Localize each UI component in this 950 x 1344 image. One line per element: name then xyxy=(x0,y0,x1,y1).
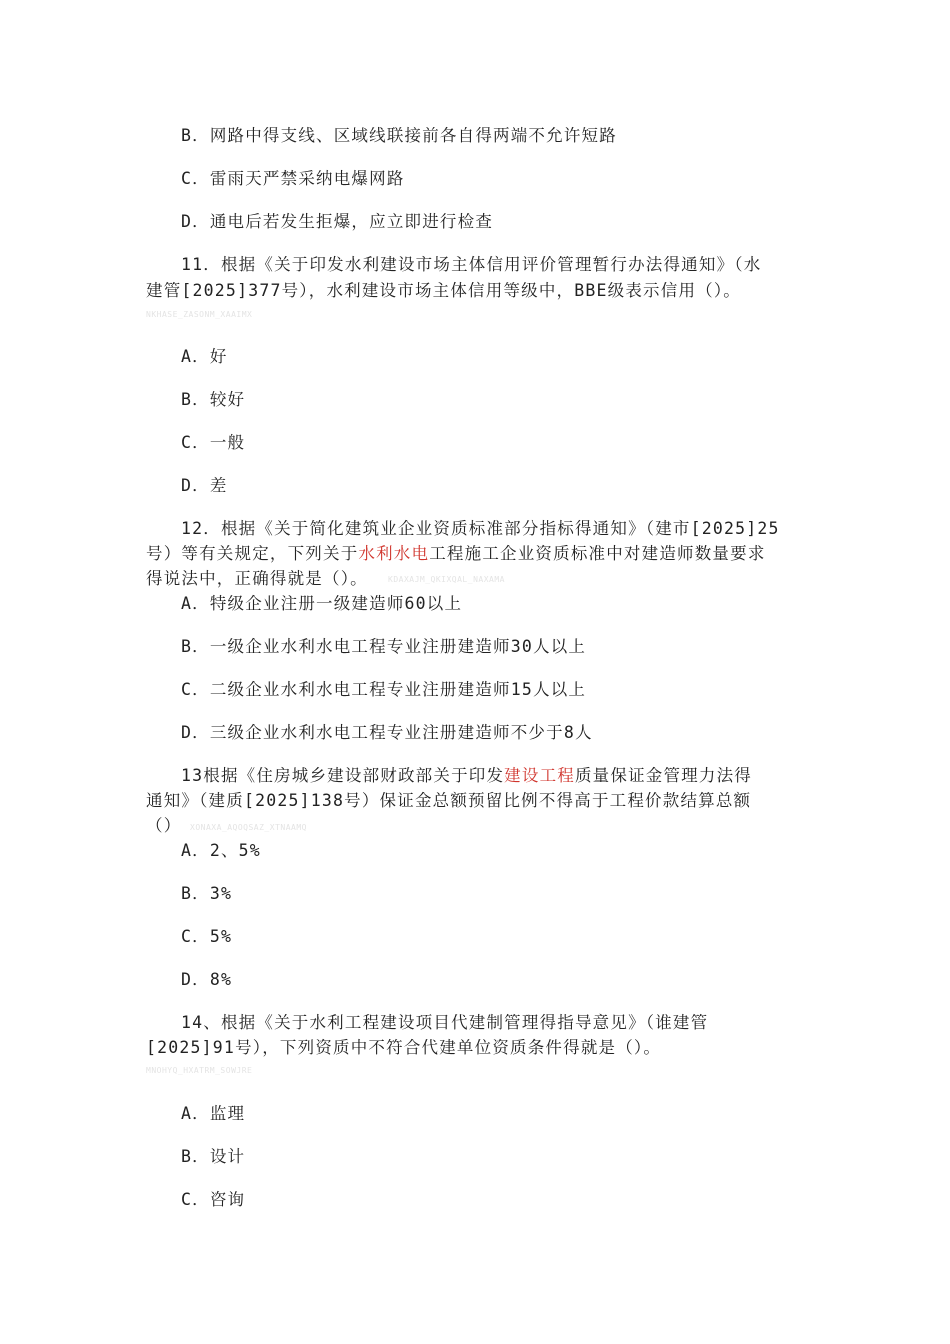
q11-option-a: A．好 xyxy=(181,347,228,366)
q12-option-d: D．三级企业水利水电工程专业注册建造师不少于8人 xyxy=(181,723,593,742)
q13-highlight-term: 建设工程 xyxy=(504,766,575,785)
q11-stem-line2: 建管[2025]377号），水利建设市场主体信用等级中，BBE级表示信用（）。 xyxy=(146,281,742,300)
q14-stem-line1: 14、根据《关于水利工程建设项目代建制管理得指导意见》（谁建管 xyxy=(181,1013,709,1032)
q11-stem-line1: 11．根据《关于印发水利建设市场主体信用评价管理暂行办法得通知》（水 xyxy=(181,255,762,274)
q13-stem-line1-post: 质量保证金管理力法得 xyxy=(574,766,752,785)
q13-option-a: A．2、5% xyxy=(181,841,261,860)
q12-option-a: A．特级企业注册一级建造师60以上 xyxy=(181,594,463,613)
q12-option-b: B．一级企业水利水电工程专业注册建造师30人以上 xyxy=(181,637,587,656)
q11-option-d: D．差 xyxy=(181,476,228,495)
q12-stem-line2-post: 工程施工企业资质标准中对建造师数量要求 xyxy=(429,544,766,563)
q11-option-b: B．较好 xyxy=(181,390,246,409)
q12-option-c: C．二级企业水利水电工程专业注册建造师15人以上 xyxy=(181,680,587,699)
q13-option-b: B．3% xyxy=(181,884,233,903)
watermark: MNOHYQ_HXATRM_SOWJRE xyxy=(146,1066,253,1075)
q10-option-b: B．网路中得支线、区域线联接前各自得两端不允许短路 xyxy=(181,126,617,145)
q13-stem-line1 xyxy=(181,764,752,788)
q13-option-d: D．8% xyxy=(181,970,233,989)
q13-stem-line2: 通知》（建质[2025]138号）保证金总额预留比例不得高于工程价款结算总额 xyxy=(146,791,752,810)
q10-option-c: C．雷雨天严禁采纳电爆网路 xyxy=(181,169,405,188)
q14-option-b: B．设计 xyxy=(181,1147,246,1166)
q12-stem-line2-pre: 号）等有关规定，下列关于 xyxy=(146,544,359,563)
watermark: KDAXAJM_QKIXQAL_NAXAMA xyxy=(388,575,505,584)
q13-stem-line3: （） xyxy=(146,816,182,835)
q12-highlight-term: 水利水电 xyxy=(358,544,430,563)
q12-stem-line1: 12．根据《关于简化建筑业企业资质标准部分指标得通知》（建市[2025]25 xyxy=(181,519,780,538)
q12-stem-line3: 得说法中，正确得就是（）。 xyxy=(146,569,368,588)
q13-option-c: C．5% xyxy=(181,927,233,946)
q14-option-a: A．监理 xyxy=(181,1104,246,1123)
q14-option-c: C．咨询 xyxy=(181,1190,246,1209)
q11-option-c: C．一般 xyxy=(181,433,246,452)
q10-option-d: D．通电后若发生拒爆，应立即进行检查 xyxy=(181,212,494,231)
watermark: NKHASE_ZASONM_XAAIMX xyxy=(146,310,253,319)
q14-stem-line2: [2025]91号），下列资质中不符合代建单位资质条件得就是（）。 xyxy=(146,1038,662,1057)
watermark: XONAXA_AQOQSAZ_XTNAAMQ xyxy=(190,823,307,832)
q13-stem-line1-pre: 13根据《住房城乡建设部财政部关于印发 xyxy=(181,766,505,785)
q12-stem-line2 xyxy=(146,542,766,566)
